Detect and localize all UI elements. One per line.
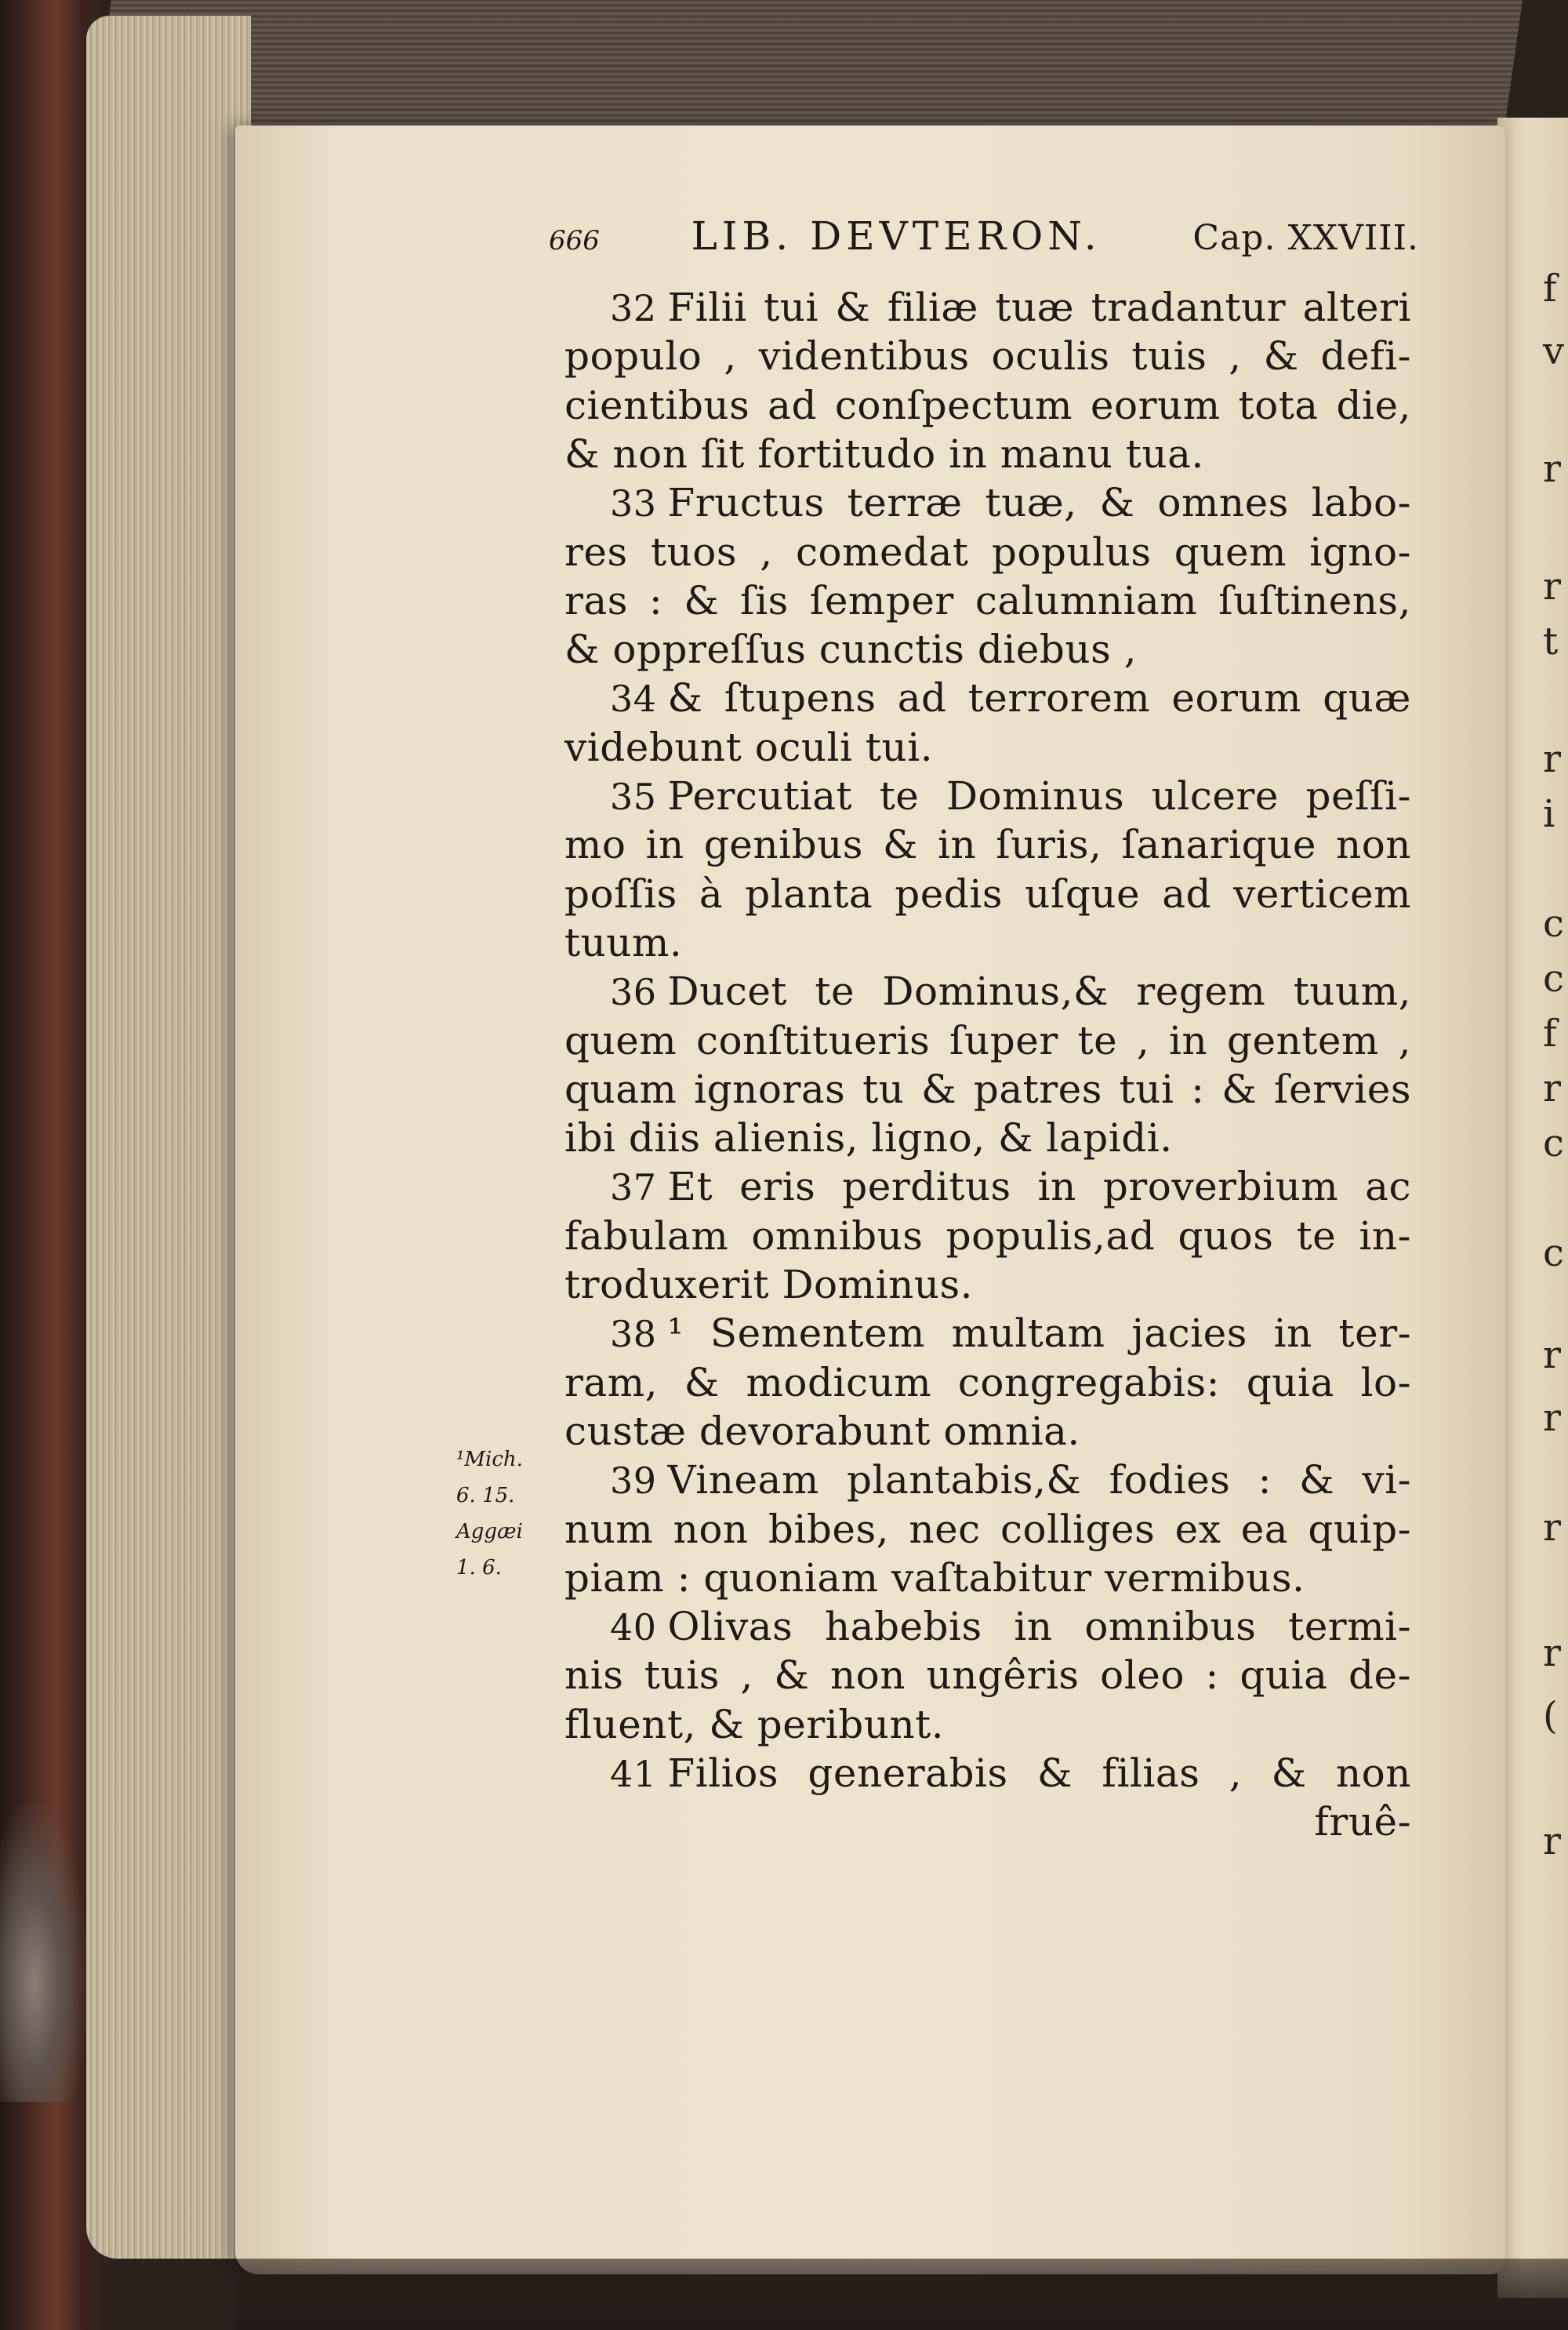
text-line <box>564 725 1411 770</box>
facing-page-letter: r <box>1543 1333 1561 1377</box>
verse-text: ¹ Sementem multam jacies in ter- <box>667 1310 1411 1357</box>
text-line <box>564 822 1411 867</box>
verse-text: ram, & modicum congregabis: quia lo- <box>564 1359 1411 1405</box>
verse-text: res tuos , comedat populus quem igno- <box>564 529 1411 575</box>
facing-page-letter: r <box>1543 1067 1561 1110</box>
verse-text: & oppreſſus cunctis diebus , <box>564 627 1138 673</box>
facing-page-letter: r <box>1543 565 1561 609</box>
verse-text: piam : quoniam vaſtabitur vermibus. <box>564 1554 1305 1601</box>
text-line <box>610 1750 1411 1797</box>
verse-text: ras : & ſis ſemper calumniam ſuſtinens, <box>564 577 1411 623</box>
text-line <box>564 1507 1411 1552</box>
verse-text: fruê- <box>1314 1799 1411 1845</box>
text-line <box>610 1604 1411 1650</box>
text-line <box>564 578 1411 623</box>
text-line <box>564 1018 1411 1063</box>
book-top-edge <box>93 0 1523 133</box>
verse-text: populo , videntibus oculis tuis , & defi- <box>564 333 1411 380</box>
text-line <box>610 1310 1411 1357</box>
running-head <box>549 213 1419 259</box>
chapter-label: Cap. XXVIII. <box>1192 218 1419 258</box>
text-line <box>564 333 1411 379</box>
page-number: 666 <box>549 225 600 256</box>
verse-text: ibi diis alienis, ligno, & lapidi. <box>564 1115 1173 1161</box>
text-line <box>564 1115 1411 1161</box>
verse-text: num non bibes, nec colliges ex ea quip- <box>564 1506 1411 1552</box>
facing-page-letter: r <box>1543 1506 1561 1550</box>
verse-text: custæ devorabunt omnia. <box>564 1408 1080 1454</box>
text-line <box>564 1799 1411 1845</box>
verse-text: & ſtupens ad terrorem eorum quæ <box>667 675 1411 722</box>
text-line <box>564 1360 1411 1405</box>
book-title: LIB. DEVTERON. <box>691 213 1102 259</box>
verse-text: mo in genibus & in ſuris, ſanarique non <box>564 822 1411 868</box>
margin-note-line: ¹Mich. <box>456 1448 523 1471</box>
margin-note-line: 6. 15. <box>456 1484 515 1507</box>
facing-page <box>1497 118 1568 2298</box>
verse-number: 35 <box>610 776 657 818</box>
facing-page-letter: c <box>1543 1231 1564 1275</box>
verse-text: poſſis à planta pedis uſque ad verticem <box>564 871 1411 917</box>
verse-text: Filii tui & filiæ tuæ tradantur alteri <box>667 285 1411 330</box>
verse-text: videbunt oculi tui. <box>564 724 934 770</box>
facing-page-letter: c <box>1543 1121 1564 1165</box>
verse-text: Percutiat te Dominus ulcere peſſi- <box>667 773 1411 819</box>
verse-number: 39 <box>610 1459 657 1503</box>
verse-text: quem conſtitueris ſuper te , in gentem , <box>564 1017 1411 1063</box>
binding-wear <box>0 1804 86 2102</box>
verse-text: Fructus terræ tuæ, & omnes labo- <box>667 480 1411 526</box>
verse-text: & non ſit fortitudo in manu tua. <box>564 431 1204 477</box>
facing-page-letter: c <box>1543 957 1564 1001</box>
text-line <box>564 871 1411 917</box>
verse-text: Filios generabis & filias , & non <box>667 1750 1411 1796</box>
facing-page-letter: r <box>1543 1396 1561 1440</box>
facing-page-letter: ( <box>1543 1694 1558 1738</box>
text-line <box>564 383 1411 428</box>
text-line <box>564 1409 1411 1454</box>
text-line <box>564 1652 1411 1698</box>
verse-text: cientibus ad conſpectum eorum tota die, <box>564 382 1411 428</box>
facing-page-letter: r <box>1543 1819 1561 1863</box>
verse-text: tuum. <box>564 919 683 965</box>
verse-number: 40 <box>610 1606 657 1649</box>
text-line <box>610 1164 1411 1210</box>
text-line <box>610 773 1411 820</box>
verse-text: nis tuis , & non ungêris oleo : quia de- <box>564 1652 1411 1699</box>
facing-page-letter: t <box>1543 620 1559 663</box>
verse-text: Et eris perditus in proverbium ac <box>667 1164 1411 1210</box>
margin-note-line: Aggæi <box>456 1520 523 1543</box>
text-line <box>610 969 1411 1015</box>
verse-text: troduxerit Dominus. <box>564 1262 974 1307</box>
text-line <box>564 1213 1411 1259</box>
verse-text: Olivas habebis in omnibus termi- <box>667 1604 1411 1650</box>
verse-text: fabulam omnibus populis,ad quos te in- <box>564 1212 1411 1259</box>
verse-number: 34 <box>610 678 657 721</box>
verse-text: fluent, & peribunt. <box>564 1701 945 1747</box>
text-line <box>610 480 1411 526</box>
facing-page-letter: c <box>1543 902 1564 946</box>
facing-page-letter: i <box>1543 792 1555 836</box>
facing-page-letter: f <box>1543 1012 1557 1056</box>
text-line <box>564 920 1411 965</box>
text-line <box>564 431 1411 477</box>
verse-text: Vineam plantabis,& fodies : & vi- <box>667 1457 1411 1503</box>
verse-number: 36 <box>610 971 657 1014</box>
verse-text: quam ignoras tu & patres tui : & ſervies <box>564 1066 1411 1112</box>
text-line <box>564 1067 1411 1112</box>
text-line <box>610 285 1411 331</box>
text-line <box>564 1702 1411 1747</box>
page-block-edge <box>86 16 251 2259</box>
verse-text: Ducet te Dominus,& regem tuum, <box>667 969 1411 1015</box>
facing-page-letter: r <box>1543 737 1561 781</box>
verse-number: 32 <box>610 287 657 329</box>
verse-number: 41 <box>610 1753 657 1795</box>
margin-note-line: 1. 6. <box>456 1556 502 1579</box>
text-line <box>610 1457 1411 1503</box>
text-line <box>564 529 1411 575</box>
text-line <box>564 627 1411 672</box>
text-line <box>564 1262 1411 1307</box>
facing-page-letter: r <box>1543 1631 1561 1675</box>
verse-number: 38 <box>610 1313 657 1356</box>
facing-page-letter: v <box>1543 329 1565 373</box>
facing-page-letter: f <box>1543 267 1557 311</box>
margin-note <box>456 1441 558 1586</box>
verse-number: 33 <box>610 482 657 525</box>
text-line <box>610 675 1411 722</box>
text-line <box>564 1555 1411 1601</box>
verse-number: 37 <box>610 1166 657 1209</box>
bottom-shadow <box>235 2259 1568 2330</box>
facing-page-letter: r <box>1543 447 1561 491</box>
